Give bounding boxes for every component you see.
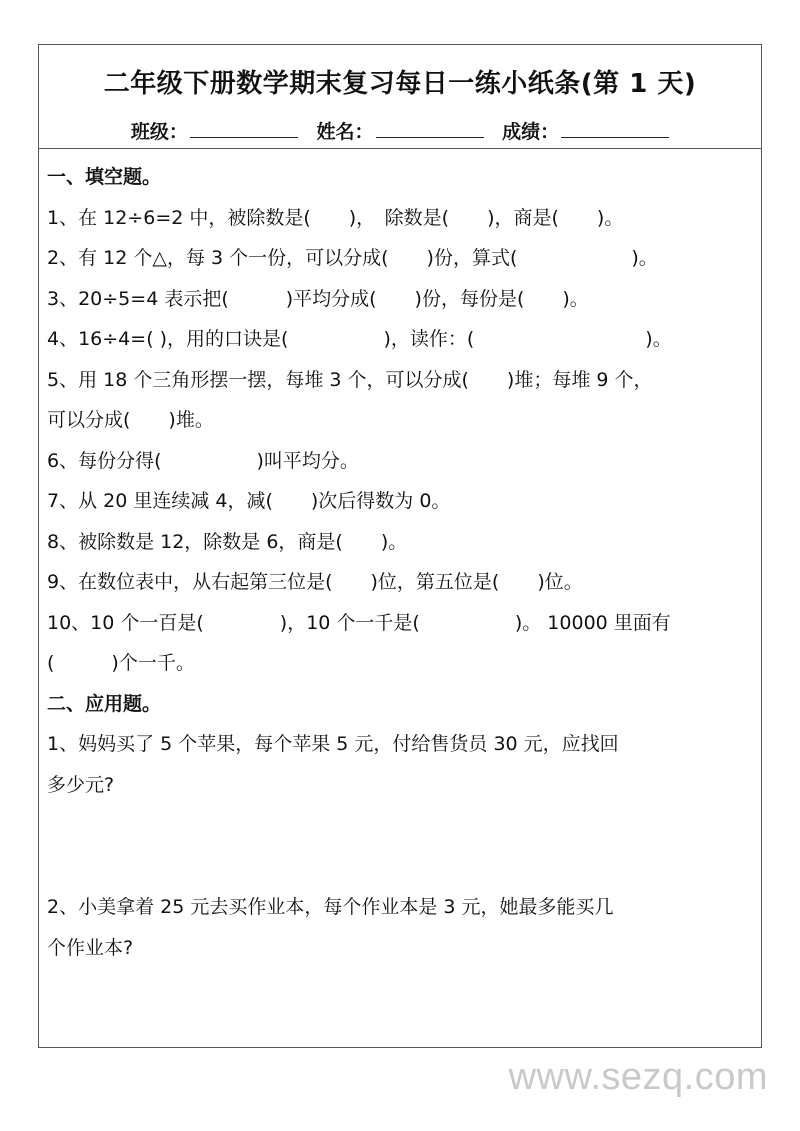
class-label: 班级： [130, 121, 188, 143]
word-problem-line: 个作业本? [47, 936, 134, 959]
question-line: 8、被除数是 12，除数是 6，商是( )。 [47, 530, 408, 553]
worksheet-header [39, 45, 761, 149]
question-line: 1、在 12÷6=2 中，被除数是( )， 除数是( )，商是( )。 [47, 206, 624, 229]
name-blank [376, 119, 484, 138]
word-problem-line: 1、妈妈买了 5 个苹果，每个苹果 5 元，付给售货员 30 元，应找回 [47, 733, 619, 755]
word-problem-line: 多少元? [47, 773, 115, 796]
word-problem-line: 2、小美拿着 25 元去买作业本，每个作业本是 3 元，她最多能买几 [47, 896, 614, 918]
section-title-fill-blank: 一、填空题。 [47, 166, 162, 188]
section-title-word-problems: 二、应用题。 [47, 692, 162, 715]
score-label: 成绩： [502, 121, 560, 143]
question-line: 10、10 个一百是( )，10 个一千是( )。 10000 里面有 [47, 611, 671, 634]
answer-space [47, 805, 757, 887]
class-field [131, 117, 298, 144]
question-line: 9、在数位表中，从右起第三位是( )位，第五位是( )位。 [47, 571, 583, 593]
name-label: 姓名： [316, 121, 374, 143]
question-line: 3、20÷5=4 表示把( )平均分成( )份，每份是( )。 [47, 287, 589, 310]
worksheet-content [39, 149, 761, 968]
question-line: 7、从 20 里连续减 4，减( )次后得数为 0。 [47, 490, 451, 512]
question-line: 5、用 18 个三角形摆一摆，每堆 3 个，可以分成( )堆；每堆 9 个， [47, 368, 653, 391]
score-blank [561, 119, 669, 138]
watermark: www.sezq.com [508, 1056, 768, 1098]
question-line: ( )个一千。 [47, 652, 195, 674]
page-title: 二年级下册数学期末复习每日一练小纸条(第 1 天) [103, 69, 697, 99]
worksheet [38, 44, 762, 1048]
question-line: 4、16÷4=( )，用的口诀是( )，读作：( )。 [47, 328, 672, 350]
question-line: 6、每份分得( )叫平均分。 [47, 449, 359, 472]
name-field [316, 117, 483, 144]
question-line: 可以分成( )堆。 [47, 409, 214, 431]
score-field [502, 117, 669, 144]
class-blank [190, 119, 298, 138]
student-info-row [39, 117, 761, 144]
question-line: 2、有 12 个△，每 3 个一份，可以分成( )份，算式( )。 [47, 247, 658, 269]
